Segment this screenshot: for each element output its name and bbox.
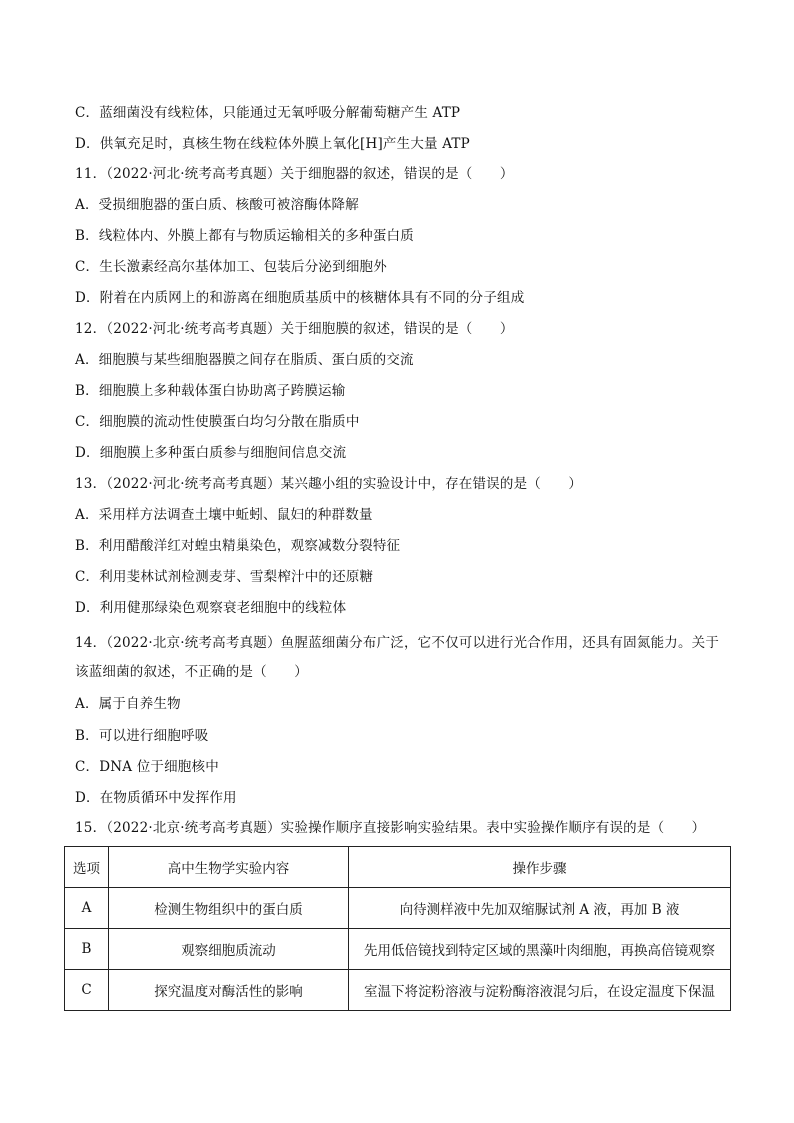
q11-option-a: A．受损细胞器的蛋白质、核酸可被溶酶体降解 <box>75 197 359 213</box>
row-c-steps: 室温下将淀粉溶液与淀粉酶溶液混匀后，在设定温度下保温 <box>349 970 731 1011</box>
header-steps: 操作步骤 <box>349 847 731 888</box>
row-b-option: B <box>65 929 109 970</box>
q11-stem: 11．（2022·河北·统考高考真题）关于细胞器的叙述，错误的是（ ） <box>75 166 514 182</box>
row-a-steps: 向待测样液中先加双缩脲试剂 A 液，再加 B 液 <box>349 888 731 929</box>
row-b-steps: 先用低倍镜找到特定区域的黑藻叶肉细胞，再换高倍镜观察 <box>349 929 731 970</box>
table-row <box>65 929 731 970</box>
experiment-table <box>64 846 731 1011</box>
row-a-content: 检测生物组织中的蛋白质 <box>109 888 349 929</box>
q13-option-a: A．采用样方法调查土壤中蚯蚓、鼠妇的种群数量 <box>75 507 373 523</box>
row-a-option: A <box>65 888 109 929</box>
q12-option-a: A．细胞膜与某些细胞器膜之间存在脂质、蛋白质的交流 <box>75 352 414 368</box>
table-header-row <box>65 847 731 888</box>
q14-stem-line2: 该蓝细菌的叙述，不正确的是（ ） <box>75 664 308 680</box>
q15-stem: 15．（2022·北京·统考高考真题）实验操作顺序直接影响实验结果。表中实验操作顺序有误的是（ ） <box>75 820 706 836</box>
q12-stem: 12．（2022·河北·统考高考真题）关于细胞膜的叙述，错误的是（ ） <box>75 321 514 337</box>
q13-option-c: C．利用斐林试剂检测麦芽、雪梨榨汁中的还原糖 <box>75 569 374 585</box>
q12-option-d: D．细胞膜上多种蛋白质参与细胞间信息交流 <box>75 445 347 461</box>
header-option: 选项 <box>65 847 109 888</box>
header-content: 高中生物学实验内容 <box>109 847 349 888</box>
q11-option-d: D．附着在内质网上的和游离在细胞质基质中的核糖体具有不同的分子组成 <box>75 290 525 306</box>
q14-stem-line1: 14．（2022·北京·统考高考真题）鱼腥蓝细菌分布广泛，它不仅可以进行光合作用，还具有固氮能力。关于 <box>75 635 720 651</box>
q13-option-d: D．利用健那绿染色观察衰老细胞中的线粒体 <box>75 600 347 616</box>
q10-option-c: C．蓝细菌没有线粒体，只能通过无氧呼吸分解葡萄糖产生 ATP <box>75 105 461 121</box>
q14-option-c: C．DNA 位于细胞核中 <box>75 759 219 775</box>
q13-stem: 13．（2022·河北·统考高考真题）某兴趣小组的实验设计中，存在错误的是（ ） <box>75 476 583 492</box>
q14-option-d: D．在物质循环中发挥作用 <box>75 790 237 806</box>
q14-option-b: B．可以进行细胞呼吸 <box>75 728 209 744</box>
q10-option-d: D．供氧充足时，真核生物在线粒体外膜上氧化[H]产生大量 ATP <box>75 136 470 152</box>
q13-option-b: B．利用醋酸洋红对蝗虫精巢染色，观察减数分裂特征 <box>75 538 401 554</box>
row-c-content: 探究温度对酶活性的影响 <box>109 970 349 1011</box>
row-c-option: C <box>65 970 109 1011</box>
q12-option-b: B．细胞膜上多种载体蛋白协助离子跨膜运输 <box>75 383 346 399</box>
q12-option-c: C．细胞膜的流动性使膜蛋白均匀分散在脂质中 <box>75 414 360 430</box>
table-row <box>65 970 731 1011</box>
q11-option-c: C．生长激素经高尔基体加工、包装后分泌到细胞外 <box>75 259 387 275</box>
table-row <box>65 888 731 929</box>
q14-option-a: A．属于自养生物 <box>75 696 181 712</box>
row-b-content: 观察细胞质流动 <box>109 929 349 970</box>
q11-option-b: B．线粒体内、外膜上都有与物质运输相关的多种蛋白质 <box>75 228 414 244</box>
